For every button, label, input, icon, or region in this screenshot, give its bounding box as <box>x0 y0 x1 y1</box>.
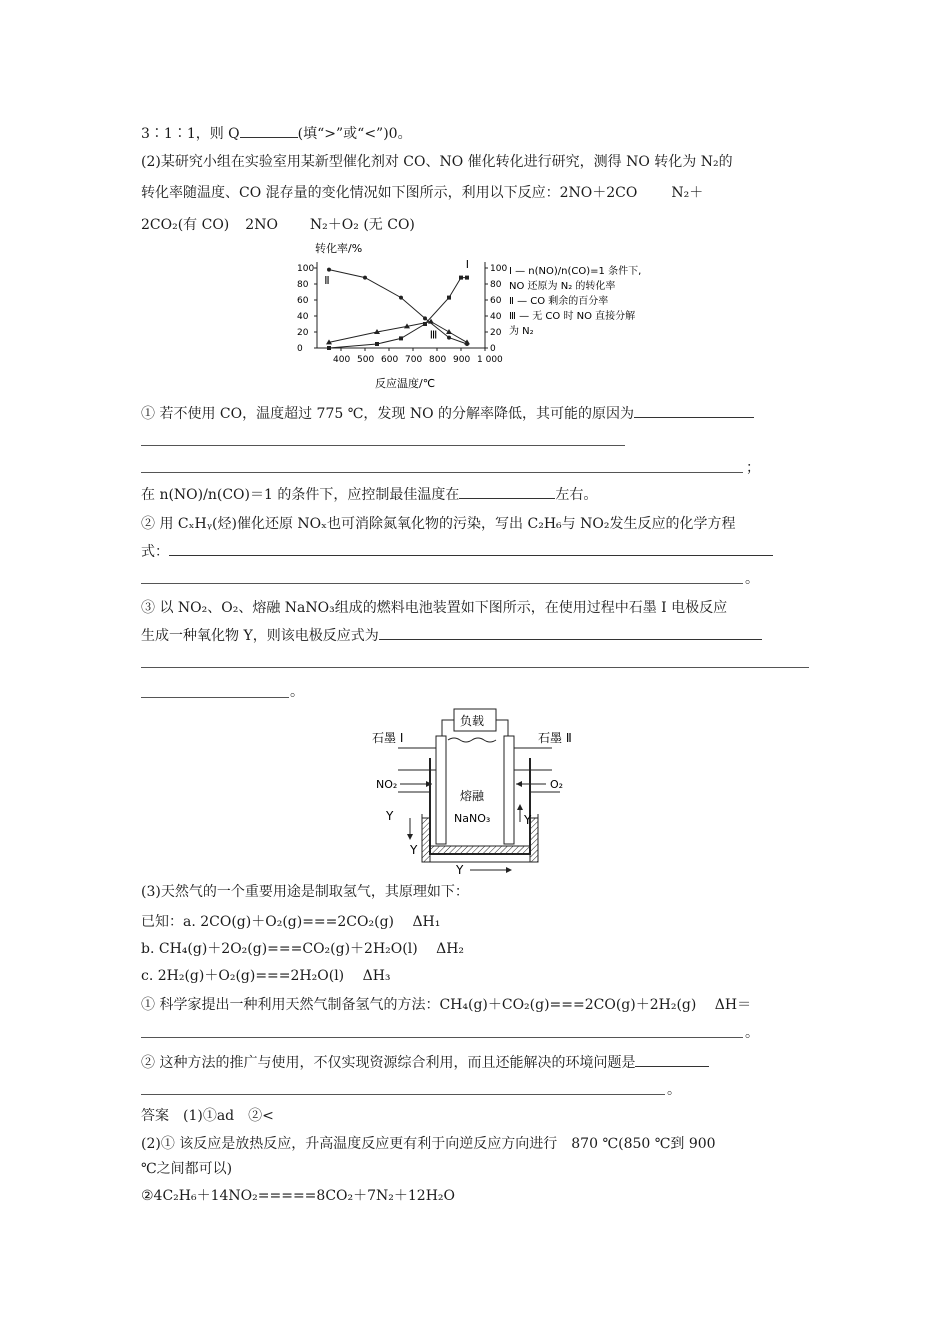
data-point <box>363 276 367 280</box>
y-axis-label: 转化率/% <box>315 242 363 255</box>
y-tick-label-left: 20 <box>297 328 309 338</box>
part-3: (3)天然气的一个重要用途是制取氢气，其原理如下： <box>141 884 469 900</box>
question-3b <box>141 625 762 646</box>
line-3 <box>141 183 703 203</box>
answer-blank[interactable] <box>635 1052 709 1067</box>
y-tick-label-right: 20 <box>490 328 502 338</box>
y-tick-label-right: 40 <box>490 312 502 322</box>
data-point <box>327 268 331 272</box>
reaction-c: c. 2H₂(g)＋O₂(g)===2H₂O(l) ΔH₃ <box>141 968 391 984</box>
right-electrode-label: 石墨 Ⅱ <box>538 731 572 745</box>
data-point <box>399 336 403 340</box>
answer-line[interactable] <box>141 445 625 446</box>
data-point <box>446 329 452 334</box>
line-4 <box>141 215 415 235</box>
data-point <box>464 339 470 344</box>
y-tick-label-right: 60 <box>490 296 502 306</box>
fuel-cell-diagram <box>370 706 600 878</box>
y-tick-label-right: 0 <box>490 344 496 354</box>
text: 2CO₂(有 CO) <box>141 217 230 233</box>
electrolyte-formula: NaNO₃ <box>454 812 491 825</box>
y-tick-label-right: 80 <box>490 280 502 290</box>
reaction-b: b. CH₄(g)＋2O₂(g)===CO₂(g)＋2H₂O(l) ΔH₂ <box>141 941 465 957</box>
data-point <box>465 276 469 280</box>
x-tick-label: 900 <box>453 355 471 365</box>
answer-blank[interactable] <box>379 625 762 640</box>
text: (填“>”或“<”)0。 <box>297 126 412 142</box>
answer-line[interactable] <box>141 667 809 668</box>
answer-line[interactable] <box>141 1094 665 1095</box>
left-electrode-label: 石墨 Ⅰ <box>372 731 404 745</box>
text: N₂＋O₂ (无 CO) <box>309 217 415 233</box>
text: 2NO <box>245 217 278 233</box>
line-1 <box>141 123 412 144</box>
y-tick-label-right: 100 <box>490 264 508 274</box>
y-tick-label-left: 40 <box>297 312 309 322</box>
data-point <box>327 346 331 350</box>
answer-4: ②4C₂H₆＋14NO₂=====8CO₂＋7N₂＋12H₂O <box>141 1188 456 1204</box>
x-tick-label: 600 <box>381 355 399 365</box>
question-2: ② 用 CₓHᵧ(烃)催化还原 NOₓ也可消除氮氧化物的污染，写出 C₂H₆与 NO₂发生反应的化学方程 <box>141 516 736 532</box>
y-tick-label-left: 80 <box>297 280 309 290</box>
legend-line: NO 还原为 N₂ 的转化率 <box>509 281 616 292</box>
data-point <box>423 316 427 320</box>
series-line-2 <box>329 270 467 344</box>
x-tick-label: 700 <box>405 355 423 365</box>
question-3: ③ 以 NO₂、O₂、熔融 NaNO₃组成的燃料电池装置如下图所示，在使用过程中石墨 Ⅰ 电极反应 <box>141 600 728 616</box>
answer-2: (2)① 该反应是放热反应，升高温度反应更有利于向逆反应方向进行 870 ℃(850 ℃到 900 <box>141 1136 716 1152</box>
y-tick-label-left: 60 <box>297 296 309 306</box>
curve-label-2: Ⅱ <box>324 274 330 287</box>
period: 。 <box>290 684 304 700</box>
data-point <box>447 296 451 300</box>
answer-blank[interactable] <box>240 123 298 138</box>
y-tick-label-left: 0 <box>297 344 303 354</box>
answer-blank[interactable] <box>459 484 555 499</box>
electrolyte-label: 熔融 <box>460 789 485 803</box>
question-1 <box>141 403 754 424</box>
x-axis-label: 反应温度/℃ <box>375 377 436 390</box>
period: 。 <box>745 571 759 587</box>
text: 式： <box>141 544 169 560</box>
text: ① 若不使用 CO，温度超过 775 ℃，发现 NO 的分解率降低，其可能的原因为 <box>141 406 634 422</box>
answer-blank[interactable] <box>169 541 773 556</box>
text: N₂＋ <box>671 185 704 201</box>
x-tick-label: 500 <box>357 355 375 365</box>
text: 左右。 <box>555 487 598 503</box>
legend-line: Ⅱ — CO 剩余的百分率 <box>509 296 609 307</box>
answer-line[interactable] <box>141 583 743 584</box>
answer-blank[interactable] <box>634 403 754 418</box>
text: 生成一种氧化物 Y，则该电极反应式为 <box>141 628 379 644</box>
text: 3∶1∶1，则 Q <box>141 126 240 142</box>
x-tick-label: 800 <box>429 355 447 365</box>
load-label: 负载 <box>460 714 485 728</box>
curve-label-1: Ⅰ <box>465 258 470 271</box>
answer-line[interactable] <box>141 697 289 698</box>
data-point <box>399 296 403 300</box>
data-point <box>459 276 463 280</box>
x-tick-label: 1 000 <box>477 355 503 365</box>
data-point <box>447 336 451 340</box>
legend-line: 为 N₂ <box>509 326 534 337</box>
conversion-chart <box>295 240 675 390</box>
legend-line: Ⅰ — n(NO)/n(CO)=1 条件下, <box>509 266 642 277</box>
text: 在 n(NO)/n(CO)＝1 的条件下，应控制最佳温度在 <box>141 487 460 503</box>
question-2b <box>141 541 773 562</box>
data-point <box>375 342 379 346</box>
x-tick-label: 400 <box>333 355 351 365</box>
reaction-a: 已知：a. 2CO(g)＋O₂(g)===2CO₂(g) ΔH₁ <box>141 914 441 930</box>
period: 。 <box>745 1025 759 1041</box>
period: 。 <box>667 1082 681 1098</box>
semicolon: ； <box>746 460 760 476</box>
question-5 <box>141 1052 709 1073</box>
question-1b <box>141 484 597 505</box>
text: 转化率随温度、CO 混存量的变化情况如下图所示，利用以下反应：2NO＋2CO <box>141 185 638 201</box>
answer-1: 答案 (1)①ad ②< <box>141 1108 274 1124</box>
question-4: ① 科学家提出一种利用天然气制备氢气的方法：CH₄(g)＋CO₂(g)===2CO(g)＋2H₂(g) ΔH＝ <box>141 997 752 1013</box>
left-gas-label: NO₂ <box>376 778 398 791</box>
right-gas-label: O₂ <box>550 778 564 791</box>
y-tick-label-left: 100 <box>297 264 315 274</box>
line-2: (2)某研究小组在实验室用某新型催化剂对 CO、NO 催化转化进行研究，测得 NO 转化为 N₂的 <box>141 154 733 170</box>
product-label-bottom-left: Y <box>410 843 418 857</box>
text: ② 这种方法的推广与使用，不仅实现资源综合利用，而且还能解决的环境问题是 <box>141 1055 636 1071</box>
product-label-right: Y <box>524 813 532 827</box>
product-label-bottom: Y <box>456 863 464 877</box>
curve-label-3: Ⅲ <box>429 328 438 342</box>
answer-line[interactable] <box>141 1037 743 1038</box>
legend-line: Ⅲ — 无 CO 时 NO 直接分解 <box>509 311 636 322</box>
product-label-left: Y <box>386 809 394 823</box>
answer-line[interactable] <box>141 472 743 473</box>
answer-3: ℃之间都可以) <box>141 1161 233 1177</box>
